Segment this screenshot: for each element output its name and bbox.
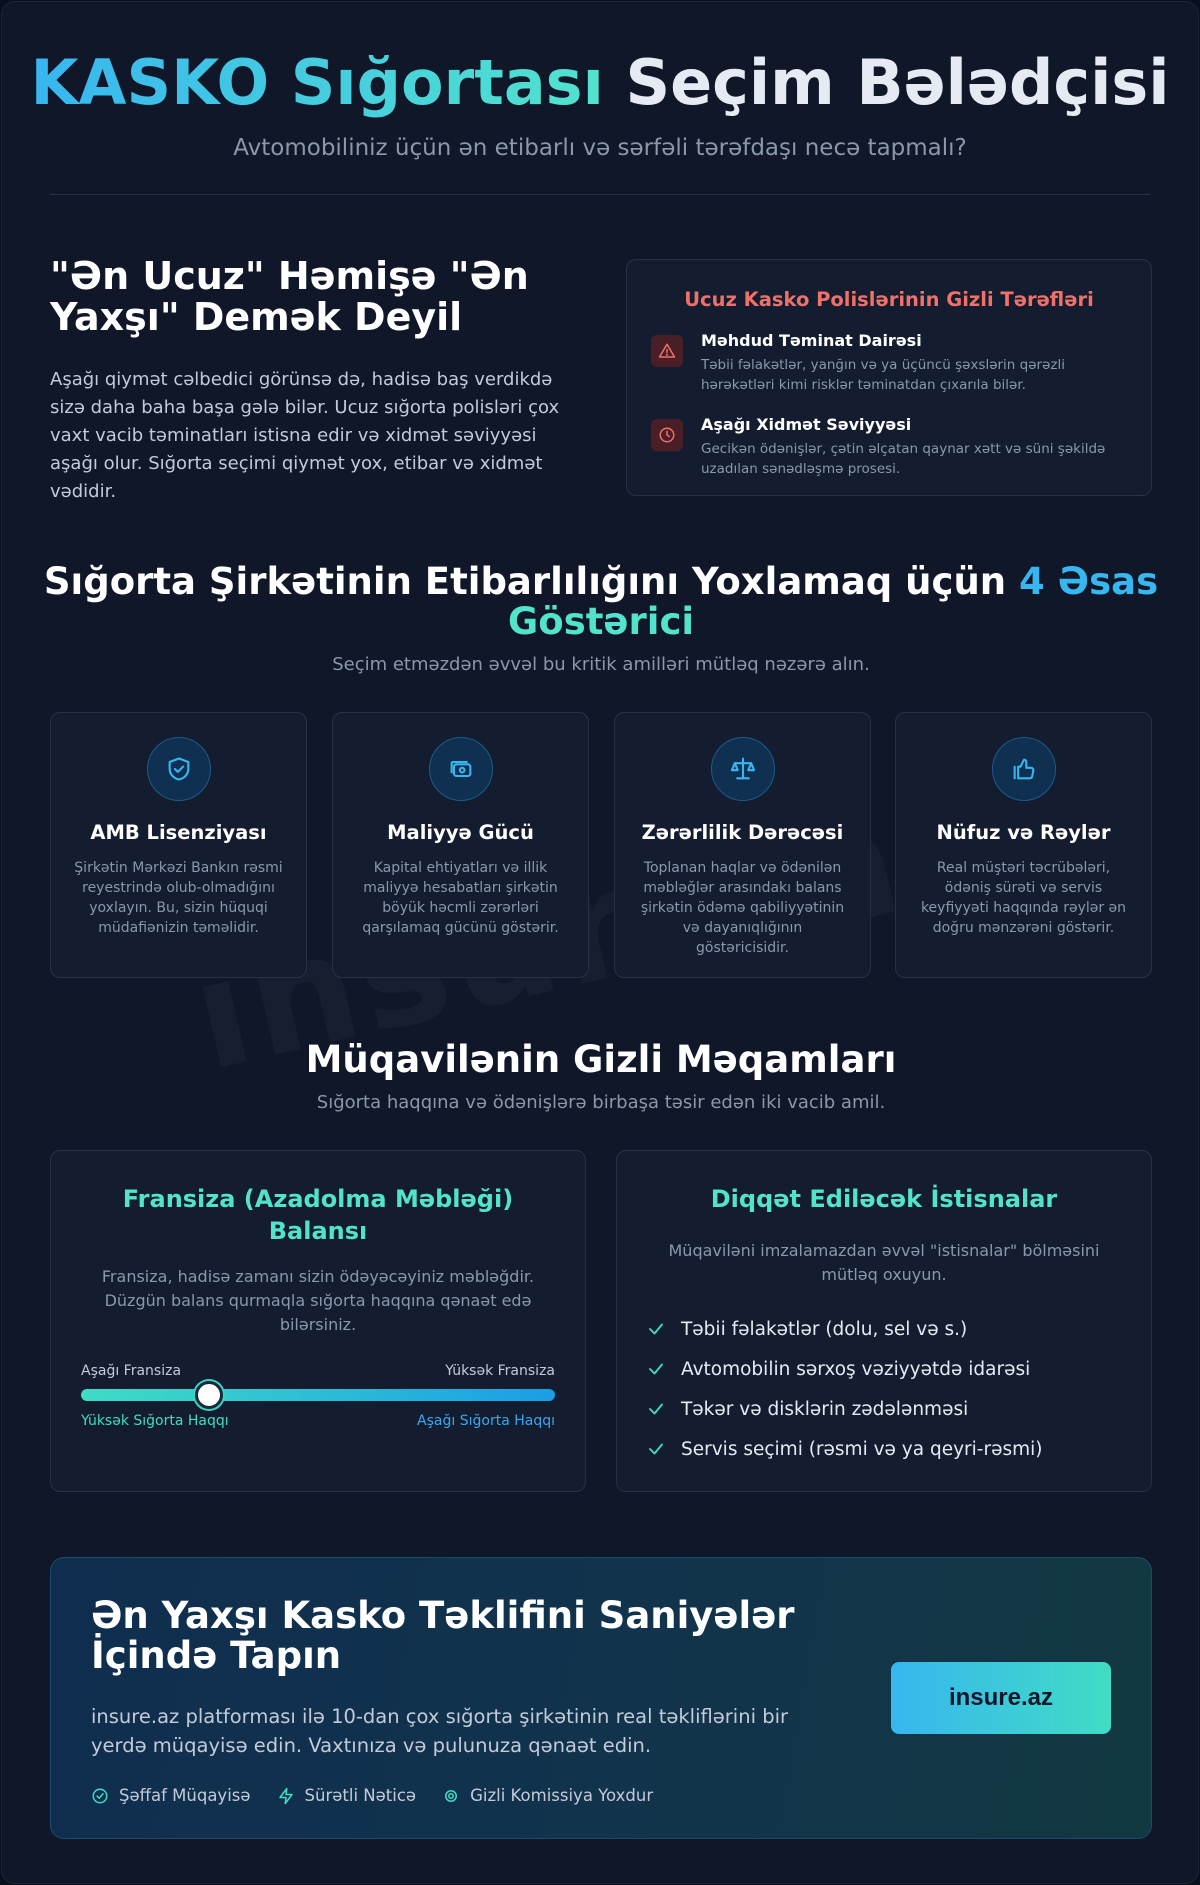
cta-title: Ən Yaxşı Kasko Təklifini Saniyələr İçində Tapın <box>91 1594 795 1677</box>
contract-title: Müqavilənin Gizli Məqamları <box>305 1038 897 1081</box>
hidden-side-item-title: Məhdud Təminat Dairəsi <box>701 331 922 350</box>
contract-cards <box>50 1150 1152 1492</box>
hidden-sides-title: Ucuz Kasko Polislərinin Gizli Tərəfləri <box>684 288 1094 311</box>
factor-card <box>50 712 307 978</box>
intro-text: Aşağı qiymət cəlbedici görünsə də, hadisə baş verdikdə sizə daha baha başa gələ bilər. Ucuz sığorta polisləri çox vaxt vacib təminatları istisna edir və xidmət səviyyəsi aşağı olur. Sığorta seçimi qiymət yox, etibar və xidmət vədidir. <box>50 369 560 502</box>
exclusions-text: Müqaviləni imzalamazdan əvvəl "istisnalar" bölməsini mütləq oxuyun. <box>668 1241 1100 1284</box>
list-item <box>647 1429 1121 1469</box>
cta-feature-label: Şəffaf Müqayisə <box>119 1786 251 1805</box>
list-item <box>647 1309 1121 1349</box>
header <box>2 2 1198 195</box>
hidden-side-item-text: Gecikən ödənişlər, çətin əlçatan qaynar xətt və süni şəkildə uzadılan sənədləşmə prosesi. <box>701 441 1106 477</box>
reliability-title-accent-2: Göstərici <box>507 600 695 643</box>
factor-text: Toplanan haqlar və ödənilən məbləğlər arasındakı balans şirkətin ödəmə qabiliyyətinin və dayanıqlığının göstəricisidir. <box>640 860 845 956</box>
title-highlight: KASKO Sığortası <box>30 46 604 119</box>
intro-left <box>50 256 570 506</box>
hidden-side-item <box>651 331 1127 395</box>
check-circle-icon <box>91 1787 109 1805</box>
check-icon <box>647 1400 667 1418</box>
hidden-side-item <box>651 415 1127 479</box>
cta-features <box>91 1786 1111 1805</box>
list-item-label: Servis seçimi (rəsmi və ya qeyri-rəsmi) <box>681 1438 1043 1460</box>
factor-cards <box>50 712 1152 978</box>
factor-title: Zərərlilik Dərəcəsi <box>641 821 844 844</box>
factor-card <box>332 712 589 978</box>
list-item <box>647 1349 1121 1389</box>
title-rest: Seçim Bələdçisi <box>625 46 1170 119</box>
factor-text: Real müştəri təcrübələri, ödəniş sürəti və servis keyfiyyəti haqqında rəylər ən doğru mənzərəni göstərir. <box>920 860 1127 936</box>
factor-title: Nüfuz və Rəylər <box>936 821 1111 844</box>
slider-caption-left: Yüksək Sığorta Haqqı <box>81 1413 229 1429</box>
franchise-title: Fransiza (Azadolma Məbləği) Balansı <box>122 1185 514 1245</box>
franchise-slider[interactable] <box>81 1389 555 1401</box>
slider-label-high: Yüksək Fransiza <box>445 1363 555 1379</box>
cta-button[interactable]: insure.az <box>891 1662 1111 1734</box>
thumbs-up-icon <box>992 737 1056 801</box>
scale-icon <box>711 737 775 801</box>
cta-feature-label: Gizli Komissiya Yoxdur <box>470 1786 654 1805</box>
slider-caption-right: Aşağı Sığorta Haqqı <box>417 1413 555 1429</box>
divider <box>50 194 1150 195</box>
factor-text: Şirkətin Mərkəzi Bankın rəsmi reyestrində olub-olmadığını yoxlayın. Bu, sizin hüquqi müdafiənizin təməlidir. <box>74 860 283 936</box>
hidden-side-item-text: Təbii fəlakətlər, yanğın və ya üçüncü şəxslərin qərəzli hərəkətləri kimi risklər təminatdan çıxarıla bilər. <box>701 357 1065 393</box>
lightning-icon <box>277 1787 295 1805</box>
check-icon <box>647 1360 667 1378</box>
contract-header <box>2 1040 1199 1113</box>
clock-icon <box>651 419 683 451</box>
exclusions-card <box>616 1150 1152 1492</box>
contract-subtitle: Sığorta haqqına və ödənişlərə birbaşa təsir edən iki vacib amil. <box>316 1092 886 1113</box>
hidden-sides-card <box>626 259 1152 496</box>
factor-card <box>614 712 871 978</box>
factor-text: Kapital ehtiyatları və illik maliyyə hesabatları şirkətin böyük həcmli zərərləri qarşılamaq gücünü göstərir. <box>362 860 559 936</box>
page-subtitle: Avtomobiliniz üçün ən etibarlı və sərfəli tərəfdaşı necə tapmalı? <box>233 135 967 161</box>
list-item <box>647 1389 1121 1429</box>
page-title <box>2 47 1198 119</box>
cta-feature-label: Sürətli Nəticə <box>304 1786 417 1805</box>
list-item-label: Avtomobilin sərxoş vəziyyətdə idarəsi <box>681 1358 1031 1380</box>
factor-title: AMB Lisenziyası <box>90 821 267 844</box>
list-item-label: Təbii fəlakətlər (dolu, sel və s.) <box>681 1318 968 1340</box>
cta-text: insure.az platforması ilə 10-dan çox sığorta şirkətinin real təkliflərini bir yerdə müqayisə edin. Vaxtınıza və pulunuza qənaət edin. <box>91 1705 789 1757</box>
factor-title: Maliyyə Gücü <box>387 821 534 844</box>
slider-label-low: Aşağı Fransiza <box>81 1363 182 1379</box>
exclusions-title: Diqqət Ediləcək İstisnalar <box>710 1185 1058 1213</box>
slider-captions <box>81 1413 555 1429</box>
hidden-side-item-title: Aşağı Xidmət Səviyyəsi <box>701 415 912 434</box>
list-item-label: Təkər və disklərin zədələnməsi <box>681 1398 969 1420</box>
warning-icon <box>651 335 683 367</box>
page <box>1 1 1199 1884</box>
franchise-text: Fransiza, hadisə zamanı sizin ödəyəcəyiniz məbləğdir. Düzgün balans qurmaqla sığorta haqqına qənaət edə bilərsiniz. <box>101 1267 535 1334</box>
slider-labels <box>81 1363 555 1379</box>
reliability-title <box>2 562 1199 642</box>
cta-feature <box>91 1786 251 1805</box>
check-icon <box>647 1440 667 1458</box>
franchise-card <box>50 1150 586 1492</box>
reliability-title-main: Sığorta Şirkətinin Etibarlılığını Yoxlamaq üçün <box>43 560 1007 603</box>
reliability-title-accent: 4 Əsas <box>1019 560 1159 603</box>
reliability-header <box>2 562 1199 675</box>
money-icon <box>429 737 493 801</box>
shield-check-icon <box>147 737 211 801</box>
exclusions-list <box>647 1309 1121 1469</box>
check-icon <box>647 1320 667 1338</box>
cta-feature <box>277 1786 417 1805</box>
intro-title: "Ən Ucuz" Həmişə "Ən Yaxşı" Demək Deyil <box>50 254 529 339</box>
slider-handle[interactable] <box>195 1381 223 1409</box>
reliability-subtitle: Seçim etməzdən əvvəl bu kritik amilləri mütləq nəzərə alın. <box>332 654 870 675</box>
cta-banner <box>50 1557 1152 1839</box>
coin-icon <box>442 1787 460 1805</box>
cta-feature <box>442 1786 653 1805</box>
factor-card <box>895 712 1152 978</box>
